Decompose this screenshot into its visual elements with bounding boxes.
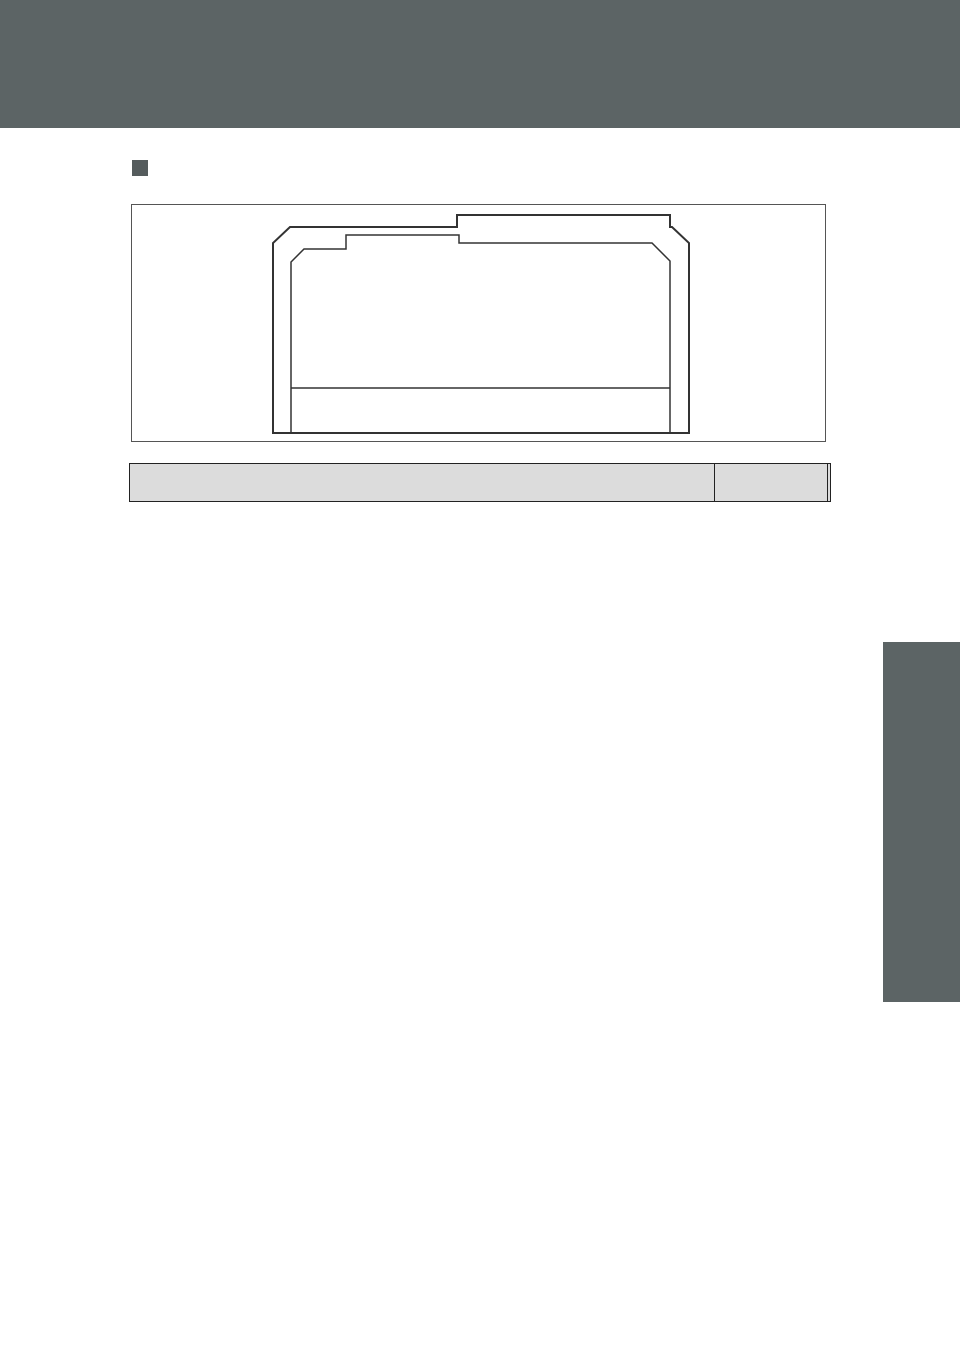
fuse-box-diagram bbox=[132, 205, 825, 441]
fuse-box-figure bbox=[131, 204, 826, 442]
square-bullet-icon bbox=[132, 160, 148, 176]
chapter-side-label-wrap bbox=[903, 720, 933, 980]
fuse-table bbox=[129, 463, 831, 502]
header-amp bbox=[715, 464, 828, 502]
header-circuit bbox=[828, 464, 831, 502]
table-header-row bbox=[130, 464, 831, 502]
header-fuse bbox=[130, 464, 715, 502]
page-header bbox=[0, 0, 960, 128]
section-heading bbox=[132, 160, 158, 176]
